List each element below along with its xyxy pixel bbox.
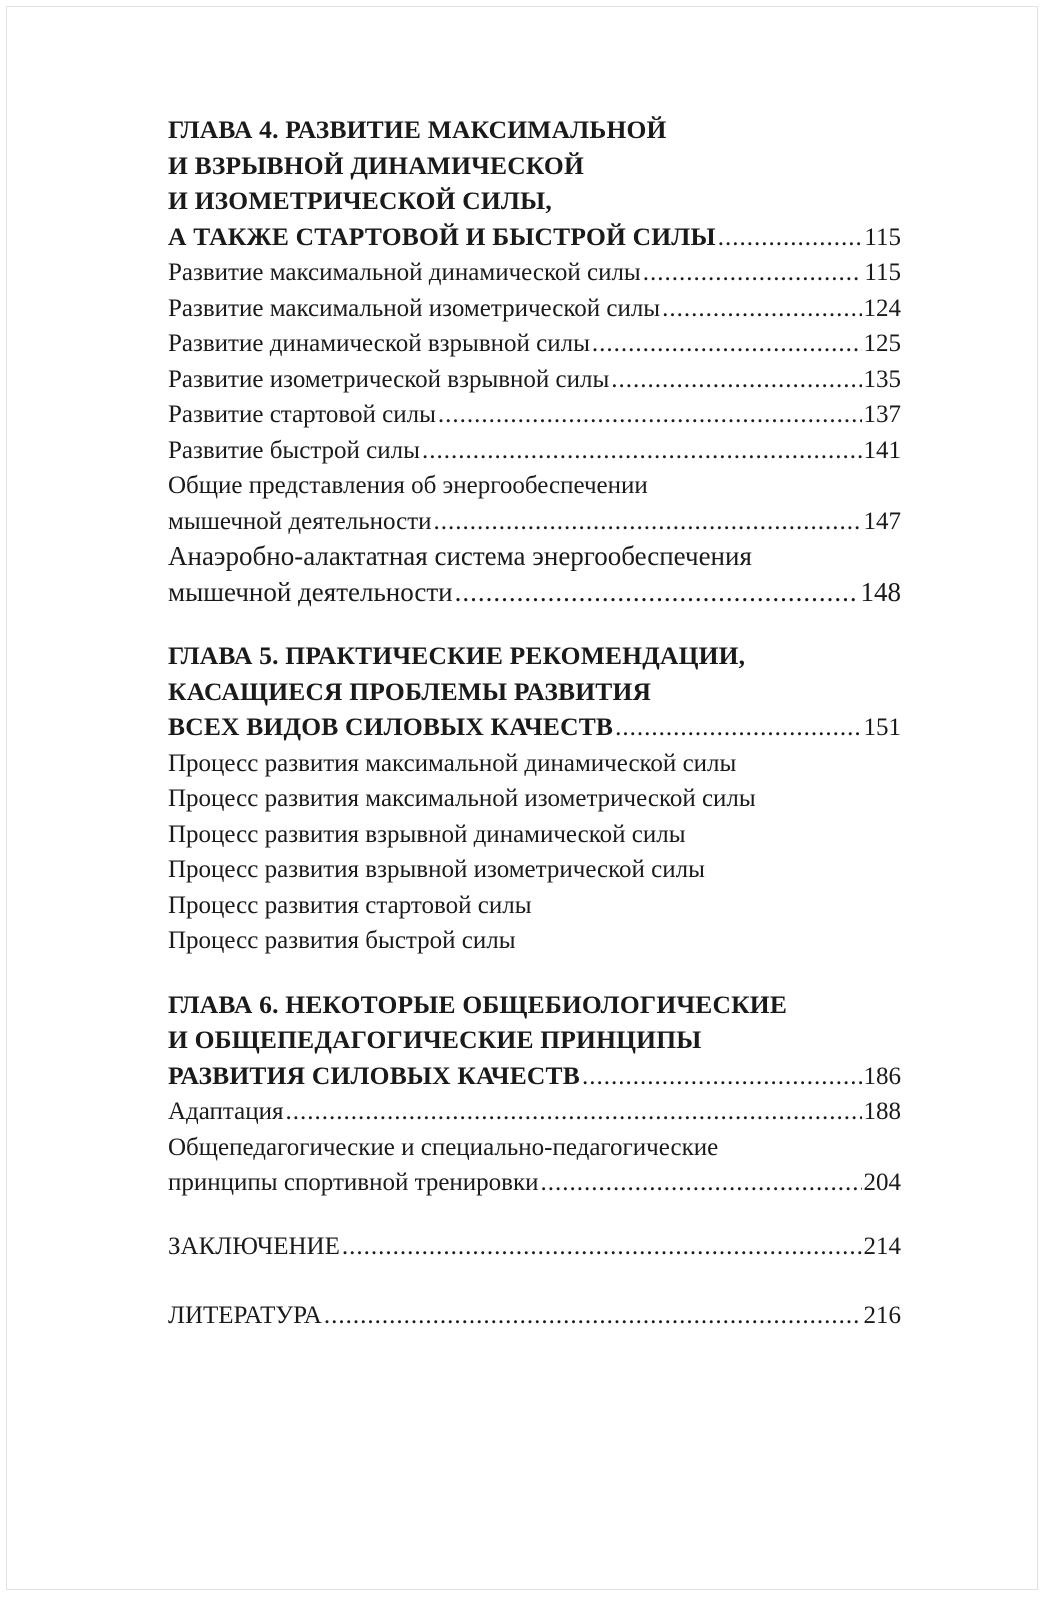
entry-title: мышечной деятельности: [168, 507, 432, 535]
toc-entry[interactable]: [168, 1094, 901, 1130]
page-number: 186: [863, 1062, 901, 1090]
page-number: 135: [863, 365, 901, 393]
chapter-title-line: И ОБЩЕПЕДАГОГИЧЕСКИЕ ПРИНЦИПЫ: [168, 1025, 702, 1054]
toc-entry[interactable]: [168, 709, 901, 746]
toc-entry[interactable]: [168, 1058, 901, 1095]
toc-entry[interactable]: [168, 219, 901, 256]
dot-leader: [541, 1165, 862, 1201]
toc-entry[interactable]: [168, 575, 901, 611]
entry-title: мышечной деятельности: [168, 576, 453, 607]
entry-title: Развитие динамической взрывной силы: [168, 330, 590, 357]
page-number: 204: [863, 1169, 901, 1196]
toc-entry[interactable]: [168, 255, 901, 291]
entry-title: принципы спортивной тренировки: [168, 1169, 539, 1196]
toc-entry[interactable]: [168, 326, 901, 362]
dot-leader: [324, 1298, 862, 1334]
dot-leader: [615, 710, 861, 746]
chapter-title-line: И ВЗРЫВНОЙ ДИНАМИЧЕСКОЙ: [168, 150, 584, 180]
dot-leader: [455, 575, 859, 611]
dot-leader: [611, 362, 861, 398]
chapter-6: [168, 987, 901, 1201]
toc-entry[interactable]: [168, 362, 901, 398]
toc-entry[interactable]: [168, 504, 901, 540]
chapter-title-line: И ИЗОМЕТРИЧЕСКОЙ СИЛЫ,: [168, 186, 552, 215]
chapter-title-line: ГЛАВА 6. НЕКОТОРЫЕ ОБЩЕБИОЛОГИЧЕСКИЕ: [168, 989, 788, 1019]
entry-title: Развитие максимальной динамической силы: [168, 259, 641, 286]
entry-title[interactable]: Процесс развития максимальной динамической силы: [168, 749, 737, 777]
entry-title: ЗАКЛЮЧЕНИЕ: [168, 1232, 340, 1260]
page-number: 141: [863, 436, 901, 464]
entry-title: ЛИТЕРАТУРА: [168, 1302, 322, 1329]
toc-entry[interactable]: [168, 397, 901, 433]
entry-title: Общие представления об энергообеспечении: [168, 472, 648, 499]
toc-entry[interactable]: [168, 433, 901, 469]
page-number: 188: [863, 1098, 901, 1125]
entry-title: Развитие быстрой силы: [168, 436, 420, 464]
page-number: 125: [863, 330, 901, 357]
chapter-title-line: РАЗВИТИЯ СИЛОВЫХ КАЧЕСТВ: [168, 1060, 580, 1090]
chapter-title-line: ВСЕХ ВИДОВ СИЛОВЫХ КАЧЕСТВ: [168, 712, 614, 741]
page-number: 115: [864, 259, 901, 286]
dot-leader: [286, 1094, 862, 1130]
page-number: 148: [860, 576, 901, 607]
dot-leader: [643, 255, 863, 291]
dot-leader: [582, 1059, 862, 1095]
page-number: 151: [863, 714, 901, 741]
page-number: 216: [863, 1302, 901, 1329]
entry-title: Развитие максимальной изометрической силы: [168, 294, 661, 322]
chapter-4: [168, 112, 901, 610]
dot-leader: [438, 397, 862, 433]
dot-leader: [662, 291, 861, 327]
page-number: 137: [863, 401, 901, 428]
entry-title: Анаэробно-алактатная система энергообеспечения: [168, 541, 752, 571]
table-of-contents: [168, 112, 901, 1334]
page-number: 124: [863, 294, 901, 322]
chapter-title-line: ГЛАВА 4. РАЗВИТИЕ МАКСИМАЛЬНОЙ: [168, 115, 667, 144]
entry-title: Развитие стартовой силы: [168, 401, 436, 428]
page-number: 214: [863, 1232, 901, 1260]
toc-entry-literature[interactable]: [168, 1298, 901, 1334]
page-number: 147: [863, 507, 901, 535]
dot-leader: [592, 326, 862, 362]
toc-entry[interactable]: [168, 1165, 901, 1201]
entry-title[interactable]: Процесс развития быстрой силы: [168, 927, 516, 954]
chapter-title-line: А ТАКЖЕ СТАРТОВОЙ И БЫСТРОЙ СИЛЫ: [168, 221, 716, 251]
dot-leader: [422, 433, 862, 469]
chapter-title-line: КАСАЩИЕСЯ ПРОБЛЕМЫ РАЗВИТИЯ: [168, 676, 652, 706]
dot-leader: [718, 220, 863, 256]
entry-title[interactable]: Процесс развития взрывной динамической силы: [168, 820, 686, 848]
chapter-title-line: ГЛАВА 5. ПРАКТИЧЕСКИЕ РЕКОМЕНДАЦИИ,: [168, 641, 746, 670]
chapter-5: [168, 638, 901, 959]
dot-leader: [434, 504, 862, 540]
entry-title[interactable]: Процесс развития стартовой силы: [168, 891, 532, 919]
entry-title: Адаптация: [168, 1098, 284, 1125]
entry-title: Общепедагогические и специально-педагогические: [168, 1133, 719, 1161]
toc-entry[interactable]: [168, 291, 901, 327]
entry-title[interactable]: Процесс развития взрывной изометрической силы: [168, 856, 705, 883]
page-number: 115: [864, 223, 901, 251]
toc-entry-conclusion[interactable]: [168, 1229, 901, 1265]
entry-title: Развитие изометрической взрывной силы: [168, 365, 610, 393]
entry-title[interactable]: Процесс развития максимальной изометрической силы: [168, 785, 756, 812]
dot-leader: [342, 1229, 862, 1265]
